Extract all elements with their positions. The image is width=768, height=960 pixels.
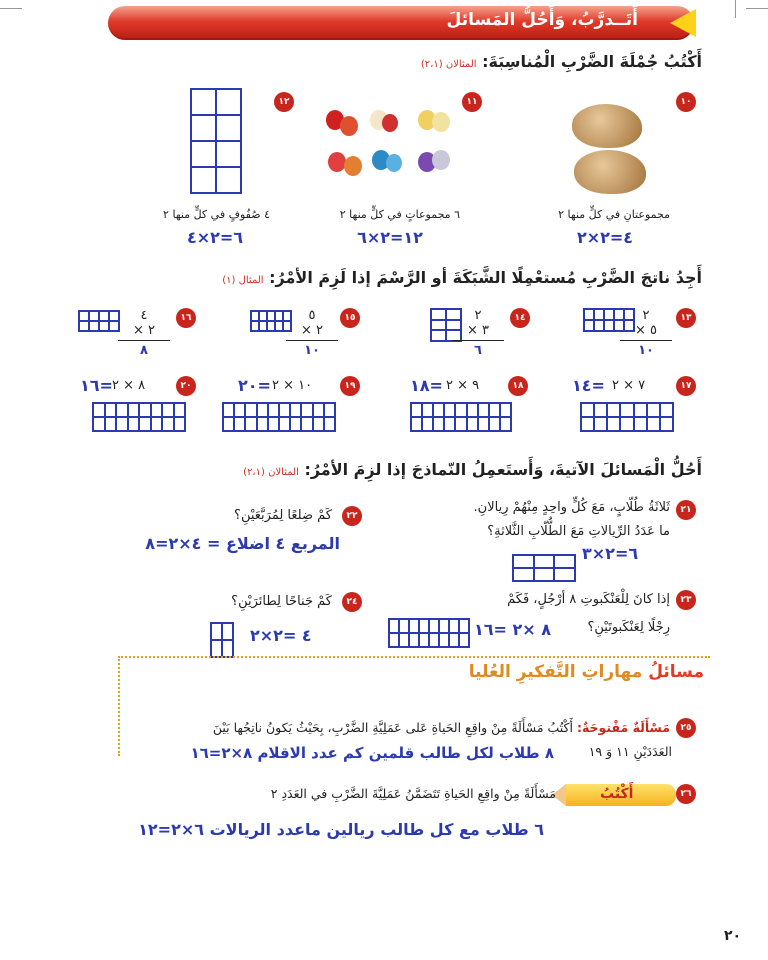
product: ١٠ <box>304 343 320 358</box>
expression: ٩ × ٢ <box>446 378 480 393</box>
section1-instruction-text: أَكْتُبُ جُمْلَةَ الضَّرْبِ الْمُناسِبَةَ: <box>482 52 702 71</box>
product: ٦ <box>474 343 482 358</box>
q21-answer: ٦=٢×٣ <box>582 544 639 563</box>
q26-label: أَكْتُبُ <box>600 786 634 802</box>
question-number: ٢٢ <box>342 506 362 526</box>
q25-text-2: العَدَدَيْنِ ١١ وَ ١٩ <box>588 744 672 759</box>
item-answer: ١٢=٢×٦ <box>357 228 423 247</box>
q25-text <box>126 720 670 735</box>
item-caption: ٦ مجموعاتٍ في كلٍّ منها ٢ <box>339 208 460 221</box>
question-number: ٢٤ <box>342 592 362 612</box>
product: ١٠ <box>638 343 654 358</box>
q21-text-2: ما عَدَدُ الرِّيالاتِ مَعَ الطُّلّابِ الثَّلاثةِ؟ <box>487 524 670 539</box>
item-answer: ٦=٢×٤ <box>186 228 244 247</box>
section3-instruction <box>62 460 702 479</box>
section2-instruction-text: أَجِدُ ناتجَ الضَّرْبِ مُستعْمِلًا الشَّبَكَةَ أو الرَّسْمَ إذا لَزِمَ الأمْرُ: <box>269 268 702 287</box>
factor-bottom: × ٣ <box>466 323 489 338</box>
section1-instruction <box>102 52 702 71</box>
q23-text-2: رِجْلًا لِعَنْكَبوتَيْنِ؟ <box>587 620 670 635</box>
question-number: ٢٣ <box>676 590 696 610</box>
q24-answer: ٤ =٢×٢ <box>250 626 312 645</box>
vertical-problem <box>448 308 508 358</box>
array-grid <box>92 402 186 432</box>
q25-answer: ٨ طلاب لكل طالب قلمين كم عدد الاقلام ٨×٢=١٦ <box>190 744 554 762</box>
question-number: ١٩ <box>340 376 360 396</box>
factor-bottom: × ٢ <box>132 323 155 338</box>
array-grid <box>210 622 234 658</box>
question-number: ١٣ <box>676 308 696 328</box>
section-banner <box>108 6 694 40</box>
balloon-icon <box>432 150 450 170</box>
q23-answer: ٨ ×٢ =١٦ <box>474 620 552 639</box>
section3-ref: المثالان (٢،١) <box>243 467 299 478</box>
balloon-icon <box>382 114 398 132</box>
crop-mark <box>735 0 736 18</box>
factor-top: ٢ <box>642 308 650 323</box>
array-grid <box>512 554 576 582</box>
question-number: ١٥ <box>340 308 360 328</box>
balloon-icon <box>340 116 358 136</box>
q25-body: أَكْتُبُ مَسْأَلَةً مِنْ واقِعِ الحَياةِ عَلى عَمَلِيَّةِ الضَّرْبِ، بِحَيْثُ يَكونُ ناتِجُها بَيْنَ <box>212 720 573 735</box>
duck-group-icon <box>572 104 642 148</box>
array-grid <box>190 88 242 194</box>
factor-bottom: × ٢ <box>300 323 323 338</box>
expression: ٨ × ٢ <box>112 378 146 393</box>
section3-instruction-text: أَحُلُّ الْمَسائلَ الآتيةَ، وَأَستَعمِلُ النّماذجَ إذا لزِمَ الأمْرُ: <box>304 460 702 479</box>
item-caption: مجموعتانِ في كلٍّ منها ٢ <box>558 208 670 221</box>
vertical-problem <box>282 308 342 358</box>
q26-answer: ٦ طلاب مع كل طالب ريالين ماعدد الريالات ٦×٢=١٢ <box>138 820 544 839</box>
array-grid <box>580 402 674 432</box>
q21-text-1: ثَلاثَةُ طُلّابٍ، مَعَ كُلٍّ واحِدٍ مِنْهُمْ رِيالانِ. <box>473 500 670 515</box>
banner-title: أَتَــدرَّبُ، وَأَحُلُّ المَسائلَ <box>446 10 638 30</box>
expression-answer: ١٦= <box>80 376 113 395</box>
question-number: ١٠ <box>676 92 696 112</box>
question-number: ١٢ <box>274 92 294 112</box>
balloon-icon <box>386 154 402 172</box>
product: ٨ <box>140 343 148 358</box>
array-grid <box>410 402 512 432</box>
balloon-icon <box>432 112 450 132</box>
question-number: ١٨ <box>508 376 528 396</box>
page-number: ٢٠ <box>724 928 742 944</box>
question-number: ١٤ <box>510 308 530 328</box>
array-grid <box>388 618 470 648</box>
question-number: ٢١ <box>676 500 696 520</box>
vertical-problem <box>114 308 174 358</box>
question-number: ١١ <box>462 92 482 112</box>
expression-answer: ١٨= <box>410 376 443 395</box>
hots-title-b: مهاراتِ التَّفكيرِ العُليا <box>468 662 643 682</box>
expression: ١٠ × ٢ <box>272 378 313 393</box>
hots-title-a: مسائلُ <box>648 662 704 682</box>
duck-group-icon <box>574 150 646 194</box>
crop-mark <box>746 8 768 9</box>
factor-bottom: × ٥ <box>634 323 657 338</box>
factor-top: ٢ <box>474 308 482 323</box>
array-grid <box>222 402 336 432</box>
question-number: ١٧ <box>676 376 696 396</box>
item-answer: ٤=٢×٢ <box>576 228 634 247</box>
vertical-problem <box>616 308 676 358</box>
balloon-icon <box>328 152 346 172</box>
question-number: ٢٥ <box>676 718 696 738</box>
section2-ref: المثال (١) <box>222 275 264 286</box>
q26-text: مَسْأَلَةً مِنْ واقِعِ الحَياةِ تَتَضَمَّنُ عَمَلِيَّةَ الضَّرْبِ في العَدَدِ ٢ <box>270 786 556 801</box>
q25-label: مَسْأَلَةٌ مَفْتوحَةٌ: <box>576 720 670 735</box>
crop-mark <box>0 8 22 9</box>
question-number: ٢٦ <box>676 784 696 804</box>
balloon-icon <box>344 156 362 176</box>
factor-top: ٤ <box>140 308 148 323</box>
banner-arrow-icon <box>670 9 696 37</box>
section1-ref: المثالان (٢،١) <box>420 59 477 70</box>
section2-instruction <box>62 268 702 287</box>
factor-top: ٥ <box>308 308 316 323</box>
expression-answer: ٢٠= <box>238 376 271 395</box>
q24-text: كَمْ جَناحًا لِطائرَيْنِ؟ <box>231 594 332 609</box>
hots-title <box>469 662 704 682</box>
question-number: ١٦ <box>176 308 196 328</box>
q22-text: كَمْ ضِلعًا لِمُرَبَّعَيْنِ؟ <box>234 508 332 523</box>
expression-answer: ١٤= <box>572 376 605 395</box>
item-caption: ٤ صُفُوفٍ في كلٍّ منها ٢ <box>163 208 270 221</box>
q23-text-1: إذا كانَ لِلْعَنْكَبوتِ ٨ أرْجُلٍ، فَكَمْ <box>507 592 670 607</box>
expression: ٧ × ٢ <box>612 378 646 393</box>
question-number: ٢٠ <box>176 376 196 396</box>
q22-answer: المربع ٤ اضلاع = ٤×٢=٨ <box>145 534 340 553</box>
